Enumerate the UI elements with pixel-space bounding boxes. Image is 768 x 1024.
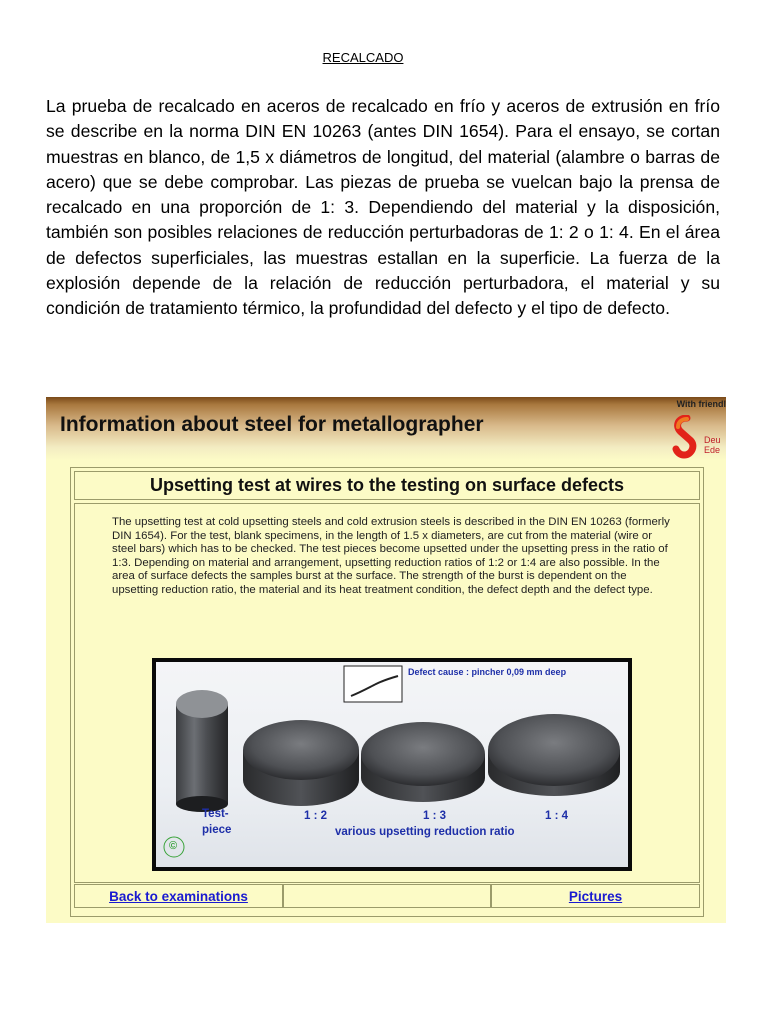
watermark-text: © xyxy=(169,840,178,852)
content-body-text: The upsetting test at cold upsetting steels and cold extrusion steels is described in the DIN EN 10263 (formerly DIN 1654). For the test, blank specimens, in the length of 1.5 x diameters, are cut from the material (wire or steel bars) which has to be checked. The test pieces become upsetted under the upsetting press in the ratio of 1:3. Depending on material and arrangement, upsetting reduction ratios of 1:2 or 1:4 are also possible. In the area of surface defects the samples burst at the surface. The strength of the burst is dependent on the upsetting reduction ratio, the material and its heat treatment condition, the defect depth and the defect type. xyxy=(112,516,670,596)
nav-cell-empty xyxy=(283,884,491,908)
embedded-webpage-screenshot xyxy=(46,397,726,923)
ratio-1-2-label: 1 : 2 xyxy=(304,810,328,822)
sample-ratio-1-2 xyxy=(243,720,359,806)
ratio-1-4-label: 1 : 4 xyxy=(545,810,569,822)
nav-cell-back xyxy=(74,884,283,908)
document-title: RECALCADO xyxy=(322,50,404,65)
pictures-link[interactable]: Pictures xyxy=(568,888,623,904)
back-to-examinations-link[interactable]: Back to examinations xyxy=(109,888,248,904)
test-piece-cylinder xyxy=(176,690,228,812)
piece-label: piece xyxy=(202,824,232,836)
ratio-1-3-label: 1 : 3 xyxy=(423,810,447,822)
sample-ratio-1-4 xyxy=(488,714,620,796)
test-label: Test- xyxy=(202,808,229,820)
navigation-row xyxy=(74,884,700,908)
defect-cause-label: Defect cause : pincher 0,09 mm deep xyxy=(408,667,567,677)
defect-inset xyxy=(344,666,402,702)
content-table xyxy=(70,467,704,917)
friend-text: With friendl xyxy=(676,399,726,409)
partner-logo-icon xyxy=(672,415,702,461)
document-paragraph: La prueba de recalcado en aceros de recalcado en frío y aceros de extrusión en frío se describe en la norma DIN EN 10263 (antes DIN 1654). Para el ensayo, se cortan muestras en blanco, de 1,5 x diámetros de longitud, del material (alambre o barras de acero) que se debe comprobar. Las piezas de prueba se vuelcan bajo la prensa de recalcado en una proporción de 1: 3. Dependiendo del material y la disposición, también son posibles relaciones de reducción perturbadoras de 1: 2 o 1: 4. En el área de defectos superficiales, las muestras estallan en la superficie. La fuerza de la explosión depende de la relación de reducción perturbadora, el material y su condición de tratamiento térmico, la profundidad del defecto y el tipo de defecto. xyxy=(46,94,720,322)
logo-text-line-1: Deu xyxy=(704,435,721,445)
sample-ratio-1-3 xyxy=(361,722,485,802)
webpage-header xyxy=(46,397,726,460)
logo-text-line-2: Ede xyxy=(704,445,721,455)
partner-logo xyxy=(672,415,726,461)
webpage-heading: Information about steel for metallographer xyxy=(60,413,484,436)
specimen-photo xyxy=(152,658,632,871)
ratio-caption: various upsetting reduction ratio xyxy=(335,826,515,838)
content-title-cell xyxy=(74,471,700,500)
content-body-cell xyxy=(74,503,700,883)
nav-cell-pictures xyxy=(491,884,700,908)
content-title: Upsetting test at wires to the testing on surface defects xyxy=(149,475,625,495)
